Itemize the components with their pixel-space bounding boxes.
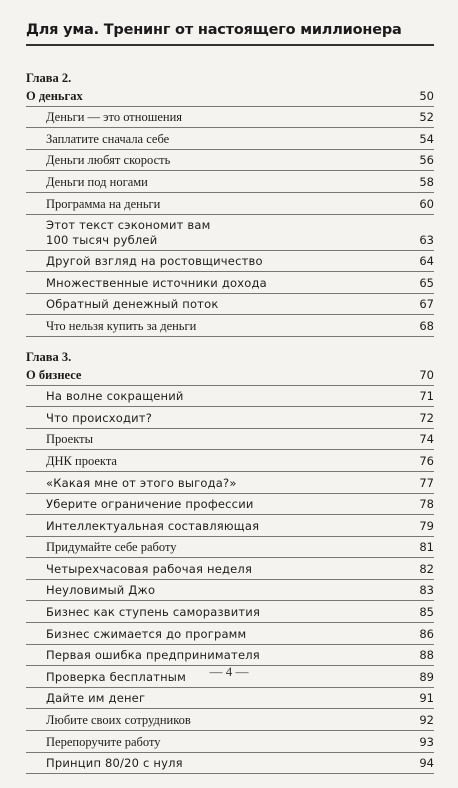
toc-entry[interactable] — [26, 251, 434, 273]
toc-entry[interactable] — [26, 537, 434, 559]
toc-entry-title: Обратный денежный поток — [46, 297, 219, 312]
toc-entry[interactable] — [26, 294, 434, 316]
toc-entry-page: 88 — [419, 648, 434, 663]
chapter-page-number: 50 — [419, 88, 434, 103]
toc-entry[interactable] — [26, 515, 434, 537]
toc-entry-page: 85 — [419, 605, 434, 620]
toc-entry-title: Перепоручите работу — [46, 734, 161, 749]
toc-entry-page: 92 — [419, 713, 434, 728]
toc-entry-page: 94 — [419, 756, 434, 771]
toc-entry-title: Деньги под ногами — [46, 174, 148, 189]
toc-entry-page: 67 — [419, 297, 434, 312]
toc-entry-title: Бизнес сжимается до программ — [46, 626, 247, 641]
toc-entry-title: Четырехчасовая рабочая неделя — [46, 561, 253, 576]
toc-entry-page: 64 — [419, 254, 434, 269]
toc-entry-title: Деньги — это отношения — [46, 110, 183, 125]
toc-entry[interactable] — [26, 128, 434, 150]
toc-entry[interactable] — [26, 429, 434, 451]
toc-entry-page: 91 — [419, 691, 434, 706]
toc-entry-page: 58 — [419, 174, 434, 189]
toc-entry-title: Другой взгляд на ростовщичество — [46, 254, 263, 269]
chapter-title: О деньгах — [26, 88, 83, 103]
chapter-section — [26, 351, 434, 774]
toc-entry[interactable] — [26, 753, 434, 775]
toc-entry[interactable] — [26, 558, 434, 580]
toc-entry-page: 56 — [419, 153, 434, 168]
toc-entry-page: 72 — [419, 410, 434, 425]
page-number: — 4 — — [209, 664, 249, 679]
toc-entry-page: 74 — [419, 432, 434, 447]
toc-entry-title: Что нельзя купить за деньги — [46, 318, 197, 333]
toc-entry-title: Заплатите сначала себе — [46, 131, 170, 146]
toc-entry[interactable] — [26, 215, 434, 251]
toc-entry[interactable] — [26, 450, 434, 472]
toc-entry-title: Бизнес как ступень саморазвития — [46, 605, 261, 620]
toc-entry[interactable] — [26, 472, 434, 494]
header-rule — [26, 44, 434, 46]
toc-entry-title: ДНК проекта — [46, 453, 117, 468]
toc-entry-title: Дайте им денег — [46, 691, 146, 706]
chapter-section — [26, 72, 434, 337]
toc-entry-title: Первая ошибка предпринимателя — [46, 648, 260, 663]
toc-entry-title: Любите своих сотрудников — [46, 713, 191, 728]
chapter-title: О бизнесе — [26, 367, 82, 382]
toc-entry-title: Проверка бесплатным — [46, 669, 186, 684]
toc-entry-page: 68 — [419, 318, 434, 333]
toc-entry-title: «Какая мне от этого выгода?» — [46, 475, 237, 490]
toc-entry-page: 82 — [419, 561, 434, 576]
toc-entry-page: 63 — [419, 232, 434, 247]
toc-entry-title: Придумайте себе работу — [46, 540, 177, 555]
toc-entry-page: 54 — [419, 131, 434, 146]
toc-entry[interactable] — [26, 494, 434, 516]
toc-entry-title: На волне сокращений — [46, 389, 184, 404]
toc-entry-title: Что происходит? — [46, 410, 152, 425]
running-header: Для ума. Тренинг от настоящего миллионера — [26, 22, 402, 38]
toc-entry[interactable] — [26, 645, 434, 667]
toc-entry[interactable] — [26, 709, 434, 731]
toc-entry-page: 79 — [419, 518, 434, 533]
toc-entry-title: Принцип 80/20 с нуля — [46, 756, 183, 771]
toc-entry-page: 77 — [419, 475, 434, 490]
toc-entry-title: Множественные источники дохода — [46, 275, 267, 290]
toc-entry-page: 86 — [419, 626, 434, 641]
toc-entry[interactable] — [26, 272, 434, 294]
toc-entry-title: Деньги любят скорость — [46, 153, 171, 168]
toc-entry[interactable] — [26, 731, 434, 753]
toc-entry-page: 71 — [419, 389, 434, 404]
toc-entry[interactable] — [26, 407, 434, 429]
toc-entry[interactable] — [26, 150, 434, 172]
toc-entry-title: Уберите ограничение профессии — [46, 497, 254, 512]
toc-entry-title: Неуловимый Джо — [46, 583, 156, 598]
toc-entry-page: 78 — [419, 497, 434, 512]
toc-entry-title: Интеллектуальная составляющая — [46, 518, 260, 533]
chapter-title-row[interactable] — [26, 85, 434, 107]
toc-entry[interactable] — [26, 580, 434, 602]
toc-entry-title: Проекты — [46, 432, 93, 447]
chapter-title-row[interactable] — [26, 364, 434, 386]
toc-entry[interactable] — [26, 601, 434, 623]
chapter-page-number: 70 — [419, 367, 434, 382]
toc-entry-page: 81 — [419, 540, 434, 555]
toc-entry-page: 83 — [419, 583, 434, 598]
toc-entry[interactable] — [26, 171, 434, 193]
chapter-label: Глава 3. — [26, 349, 72, 364]
toc-entry-page: 89 — [419, 669, 434, 684]
toc-entry-page: 76 — [419, 453, 434, 468]
toc-entry-page: 52 — [419, 110, 434, 125]
chapter-label: Глава 2. — [26, 71, 72, 85]
toc-entry[interactable] — [26, 107, 434, 129]
toc-entry-title: Этот текст сэкономит вам 100 тысяч рублей — [46, 217, 211, 247]
toc-entry[interactable] — [26, 386, 434, 408]
toc-entry-page: 60 — [419, 196, 434, 211]
toc-entry-title: Программа на деньги — [46, 196, 161, 211]
toc-entry[interactable] — [26, 623, 434, 645]
toc-entry-page: 93 — [419, 734, 434, 749]
toc-entry[interactable] — [26, 193, 434, 215]
toc-entry[interactable] — [26, 315, 434, 337]
toc-entry-page: 65 — [419, 275, 434, 290]
table-of-contents — [26, 72, 434, 788]
